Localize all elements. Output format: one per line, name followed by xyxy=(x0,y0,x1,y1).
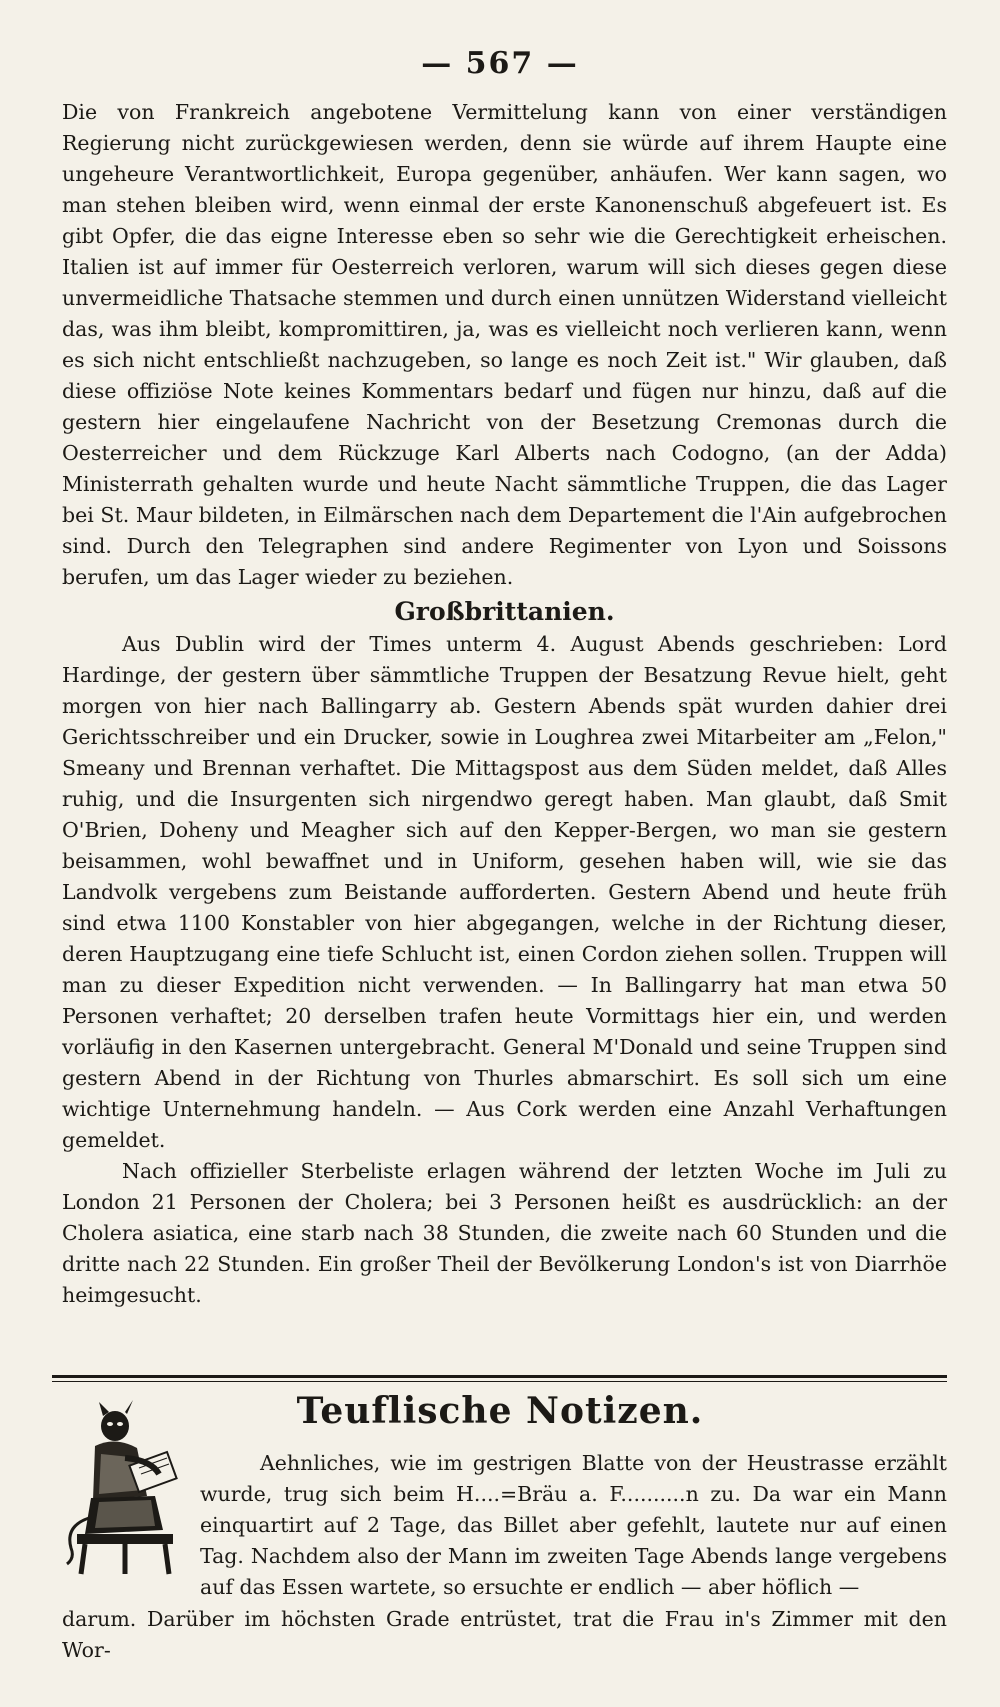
britain-paragraph-1: Aus Dublin wird der Times unterm 4. August Abends geschrieben: Lord Hardinge, der gestern über sämmtliche Truppen der Besatzung Revue hielt, geht morgen von hier nach Ballingarry ab. Gestern Abends spät wurden dahier drei Gerichtsschreiber und ein Drucker, sowie in Loughrea zwei Mitarbeiter am „Felon," Smeany und Brennan verhaftet. Die Mittagspost aus dem Süden meldet, daß Alles ruhig, und die Insurgenten sich nirgendwo geregt haben. Man glaubt, daß Smit O'Brien, Doheny und Meagher sich auf den Kepper-Bergen, wo man sie gestern beisammen, wohl bewaffnet und in Uniform, gesehen haben will, wie sie das Landvolk vergebens zum Beistande aufforderten. Gestern Abend und heute früh sind etwa 1100 Konstabler von hier abgegangen, welche in der Richtung dieser, deren Hauptzugang eine tiefe Schlucht ist, einen Cordon ziehen sollen. Truppen will man zu dieser Expedition nicht verwenden. — In Ballingarry hat man etwa 50 Personen verhaftet; 20 derselben trafen heute Vormittags hier ein, und werden vorläufig in den Kasernen untergebracht. General M'Donald und seine Truppen sind gestern Abend in der Richtung von Thurles abmarschirt. Es soll sich um eine wichtige Unternehmung handeln. — Aus Cork werden eine Anzahl Verhaftungen gemeldet. xyxy=(62,632,947,1152)
notes-text-continued xyxy=(62,1604,947,1666)
notes-text xyxy=(200,1448,947,1603)
section-divider xyxy=(52,1375,947,1378)
main-column xyxy=(62,97,947,1311)
page-number: — 567 — xyxy=(421,46,579,81)
devil-woodcut-image xyxy=(55,1398,195,1578)
britain-paragraph-2: Nach offizieller Sterbeliste erlagen während der letzten Woche im Juli zu London 21 Personen der Cholera; bei 3 Personen heißt es ausdrücklich: an der Cholera asiatica, eine starb nach 38 Stunden, die zweite nach 60 Stunden und die dritte nach 22 Stunden. Ein großer Theil der Bevölkerung London's ist von Diarrhöe heimgesucht. xyxy=(62,1159,947,1307)
notes-paragraph: Aehnliches, wie im gestrigen Blatte von der Heustrasse erzählt wurde, trug sich beim H....=Bräu a. F..........n zu. Da war ein Mann einquartirt auf 2 Tage, das Billet aber gefehlt, lautete nur auf einen Tag. Nachdem also der Mann im zweiten Tage Abends lange vergebens auf das Essen wartete, so ersuchte er endlich — aber höflich — xyxy=(200,1451,947,1599)
notes-paragraph-continued: darum. Darüber im höchsten Grade entrüstet, trat die Frau in's Zimmer mit den Wor- xyxy=(62,1607,947,1662)
section-divider-thin xyxy=(52,1381,947,1382)
section-heading: Großbrittanien. xyxy=(394,597,615,626)
intro-paragraph: Die von Frankreich angebotene Vermittelung kann von einer verständigen Regierung nicht zurückgewiesen werden, denn sie würde auf ihrem Haupte eine ungeheure Verantwortlichkeit, Europa gegenüber, anhäufen. Wer kann sagen, wo man stehen bleiben wird, wenn einmal der erste Kanonenschuß abgefeuert ist. Es gibt Opfer, die das eigne Interesse eben so sehr wie die Gerechtigkeit erheischen. Italien ist auf immer für Oesterreich verloren, warum will sich dieses gegen diese unvermeidliche Thatsache stemmen und durch einen unnützen Widerstand vielleicht das, was ihm bleibt, kompromittiren, ja, was es vielleicht noch verlieren kann, wenn es sich nicht entschließt nachzugeben, so lange es noch Zeit ist." Wir glauben, daß diese offiziöse Note keines Kommentars bedarf und fügen nur hinzu, daß auf die gestern hier eingelaufene Nachricht von der Besetzung Cremonas durch die Oesterreicher und dem Rückzuge Karl Alberts nach Codogno, (an der Adda) Ministerrath gehalten wurde und heute Nacht sämmtliche Truppen, die das Lager bei St. Maur bildeten, in Eilmärschen nach dem Departement die l'Ain aufgebrochen sind. Durch den Telegraphen sind andere Regimenter von Lyon und Soissons berufen, um das Lager wieder zu beziehen. xyxy=(62,100,947,589)
notes-heading: Teuflische Notizen. xyxy=(296,1390,704,1432)
